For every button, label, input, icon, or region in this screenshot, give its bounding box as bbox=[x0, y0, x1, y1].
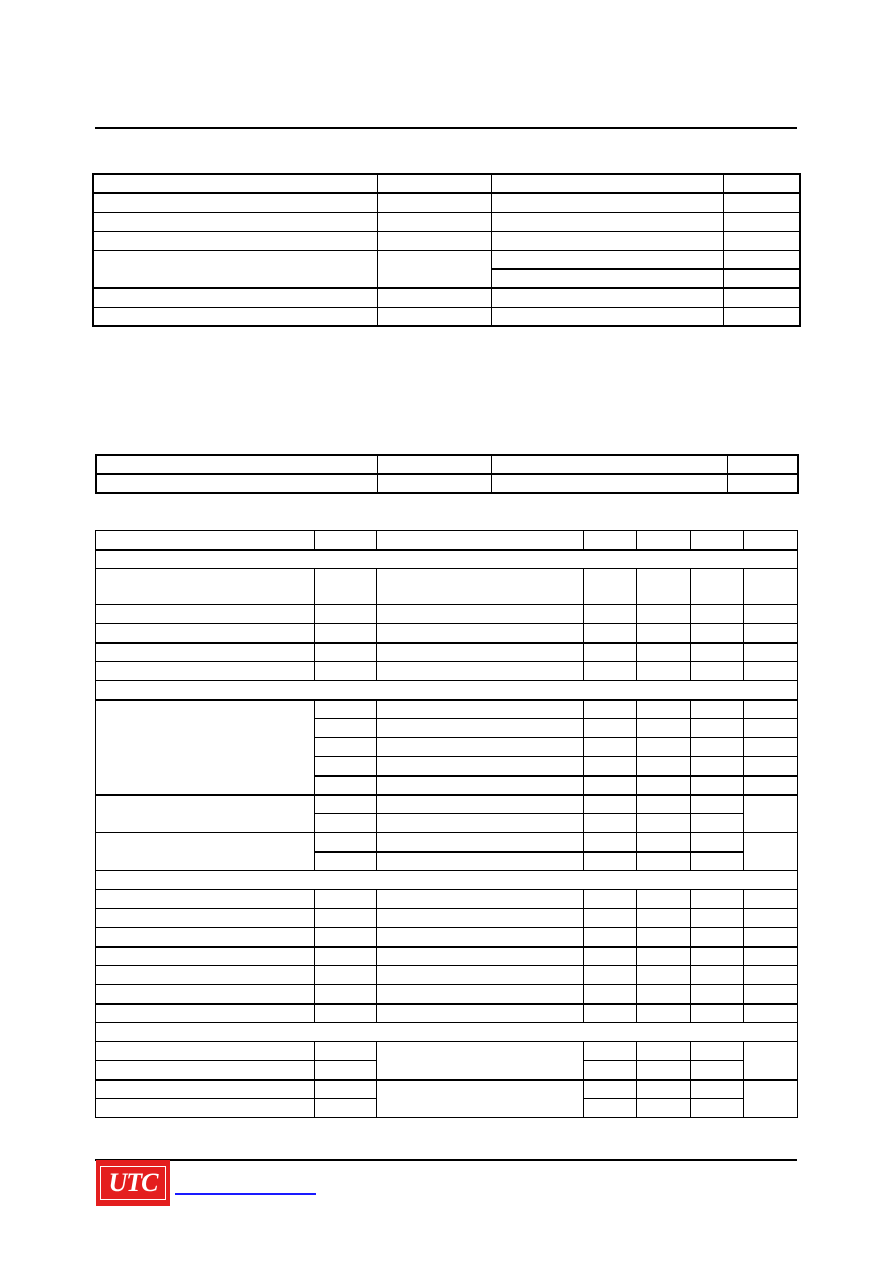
table-row bbox=[93, 174, 800, 193]
table-row bbox=[96, 1042, 798, 1061]
section-row bbox=[96, 871, 798, 890]
table-row bbox=[96, 833, 798, 852]
table-header-row bbox=[96, 531, 798, 550]
table-row bbox=[96, 795, 798, 814]
header-rule bbox=[95, 127, 797, 129]
table-row bbox=[93, 250, 800, 269]
absolute-ratings-table bbox=[92, 173, 801, 327]
table-row bbox=[96, 947, 798, 966]
section-row bbox=[96, 681, 798, 700]
table-row bbox=[96, 662, 798, 681]
website-link[interactable] bbox=[175, 1193, 316, 1195]
table-row bbox=[96, 624, 798, 643]
table-row bbox=[96, 569, 798, 605]
table-row bbox=[96, 605, 798, 624]
thermal-data-table bbox=[95, 454, 799, 494]
table-row bbox=[96, 455, 798, 474]
utc-logo-text: UTC bbox=[100, 1166, 166, 1200]
section-row bbox=[96, 550, 798, 569]
table-row bbox=[96, 1004, 798, 1023]
table-row bbox=[96, 700, 798, 719]
electrical-characteristics-table bbox=[95, 530, 798, 1118]
table-row bbox=[93, 231, 800, 250]
table-row bbox=[96, 966, 798, 985]
table-row bbox=[93, 212, 800, 231]
table-row bbox=[96, 928, 798, 947]
table-row bbox=[96, 909, 798, 928]
table-row bbox=[96, 890, 798, 909]
footer-rule bbox=[95, 1159, 797, 1161]
table-row bbox=[96, 474, 798, 493]
table-row bbox=[93, 307, 800, 326]
table-row bbox=[93, 288, 800, 307]
utc-logo bbox=[96, 1160, 170, 1206]
table-row bbox=[96, 985, 798, 1004]
table-row bbox=[93, 193, 800, 212]
table-row bbox=[96, 643, 798, 662]
section-row bbox=[96, 1023, 798, 1042]
table-row bbox=[96, 1080, 798, 1099]
